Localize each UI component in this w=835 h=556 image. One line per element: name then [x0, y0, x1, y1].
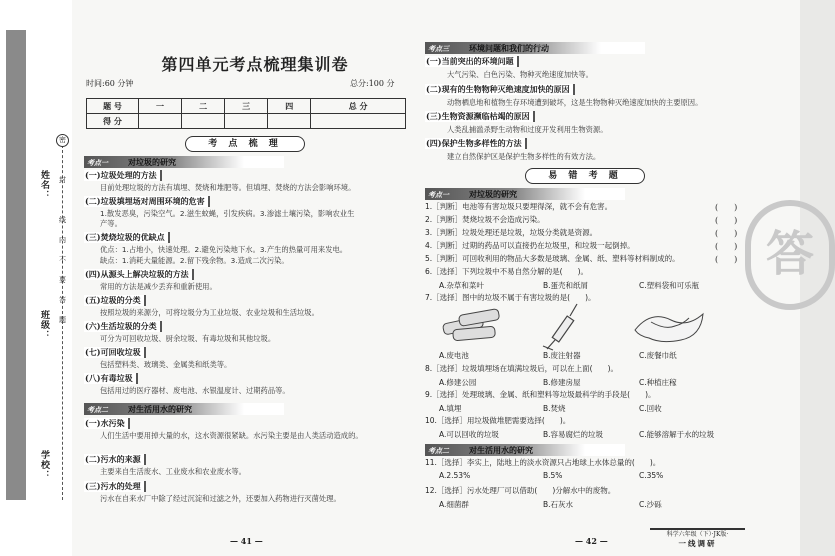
- section-tag: 考点三: [428, 44, 449, 53]
- class-field-label: 班级：: [39, 310, 49, 340]
- section-banner: 易 错 考 题: [525, 168, 645, 184]
- school-field-label: 学校：: [39, 450, 49, 480]
- question: 5.［判断］可回收利用的物品大多数是玻璃、金属、纸、塑料等材料制成的。: [425, 254, 680, 263]
- section-title: 环境问题和我们的行动: [469, 43, 549, 53]
- right-page: [425, 0, 745, 556]
- answer-paren[interactable]: ( ): [715, 255, 738, 264]
- page-title: 第四单元考点梳理集训卷: [161, 55, 349, 74]
- question: 12.［选择］污水处理厂可以借助( )分解水中的废物。: [425, 486, 616, 495]
- page-number: — 42 —: [575, 536, 608, 546]
- section-header: [425, 444, 625, 456]
- watermark-stamp: [745, 200, 835, 310]
- option[interactable]: A.细菌群: [439, 500, 469, 509]
- body-text: 缺点：1.消耗大量能源。2.留下残余物。3.造成二次污染。: [100, 256, 289, 265]
- subsection-heading: (七)可回收垃圾: [84, 347, 146, 358]
- section-header: [84, 156, 284, 168]
- section-tag: 考点二: [87, 405, 108, 414]
- score-cell[interactable]: [182, 114, 225, 129]
- body-text: 建立自然保护区是保护生物多样性的有效方法。: [447, 152, 601, 161]
- body-text: 可分为可回收垃圾、厨余垃圾、有毒垃圾和其他垃圾。: [100, 334, 276, 343]
- left-page: [80, 0, 410, 556]
- total-score: 总分:100 分: [350, 79, 395, 88]
- body-text: 动物栖息地和植物生存环境遭到破坏，这是生物物种灭绝速度加快的主要原因。: [447, 98, 703, 107]
- question: 10.［选择］用垃圾做堆肥需要选择( )。: [425, 416, 571, 425]
- body-text: 常用的方法是减少丢弃和重新使用。: [100, 282, 217, 291]
- body-text: 人们生活中要用掉大量的水，这水资源很紧缺。水污染主要是由人类活动造成的。: [100, 431, 363, 440]
- section-header: [425, 188, 625, 200]
- section-tag: 考点二: [428, 446, 449, 455]
- time-limit: 时间:60 分钟: [86, 79, 134, 88]
- section-banner: 考 点 梳 理: [185, 136, 305, 152]
- section-header: [425, 42, 645, 54]
- score-cell[interactable]: [268, 114, 311, 129]
- napkin-illustration: [631, 306, 711, 346]
- option[interactable]: A.修建公园: [439, 378, 477, 387]
- option[interactable]: A.2.53%: [439, 471, 471, 480]
- section-tag: 考点一: [428, 190, 449, 199]
- footer-subject: 科学六年级（下）·JK版·: [666, 531, 729, 538]
- body-text: 大气污染、白色污染、物种灭绝速度加快等。: [447, 70, 593, 79]
- option[interactable]: B.石灰水: [543, 500, 574, 509]
- seal-char: 内: [59, 236, 66, 244]
- subsection-heading: (三)污水的处理: [84, 481, 146, 492]
- footer-publisher: 一线调研: [678, 539, 717, 548]
- subsection-heading: (六)生活垃圾的分类: [84, 321, 162, 332]
- answer-paren[interactable]: ( ): [715, 203, 738, 212]
- section-title: 对垃圾的研究: [469, 189, 517, 199]
- seal-char: 答: [59, 296, 66, 304]
- seal-char: 题: [59, 316, 66, 324]
- page-number: — 41 —: [230, 536, 263, 546]
- option[interactable]: A.可以回收的垃圾: [439, 430, 499, 439]
- subsection-heading: (二)现有的生物物种灭绝速度加快的原因: [425, 84, 575, 95]
- subsection-heading: (五)垃圾的分类: [84, 295, 146, 306]
- subsection-heading: (四)保护生物多样性的方法: [425, 138, 527, 149]
- battery-illustration: [439, 306, 509, 342]
- syringe-illustration: [541, 300, 601, 350]
- body-text: 包括用过的医疗器材、废电池、水银温度计、过期药品等。: [100, 386, 290, 395]
- body-text: 1.散发恶臭，污染空气。2.滋生蚊蝇，引发疾病。3.渗滤土壤污染，影响农业生: [100, 209, 355, 218]
- question: 7.［选择］图中的垃圾不属于有害垃圾的是( )。: [425, 293, 596, 302]
- seal-char: 不: [59, 256, 66, 264]
- score-table: [86, 98, 406, 129]
- subsection-heading: (二)污水的来源: [84, 454, 146, 465]
- option[interactable]: B.容易腐烂的垃圾: [543, 430, 604, 439]
- subsection-heading: (二)垃圾填埋场对周围环境的危害: [84, 196, 210, 207]
- section-tag: 考点一: [87, 158, 108, 167]
- body-text: 包括塑料类、玻璃类、金属类和纸类等。: [100, 360, 232, 369]
- seal-char: 封: [59, 176, 66, 184]
- seal-char: 要: [59, 276, 66, 284]
- subsection-heading: (三)生物资源濒临枯竭的原因: [425, 111, 535, 122]
- seal-char: 密: [56, 134, 69, 147]
- score-header-cell: 二: [182, 99, 225, 114]
- option[interactable]: A.废电池: [439, 351, 469, 360]
- answer-paren[interactable]: ( ): [715, 216, 738, 225]
- body-text: 按照垃圾的来源分，可将垃圾分为工业垃圾、农业垃圾和生活垃圾。: [100, 308, 319, 317]
- score-header-cell: 四: [268, 99, 311, 114]
- score-header-cell: 题 号: [87, 99, 139, 114]
- subsection-heading: (四)从源头上解决垃圾的方法: [84, 269, 194, 280]
- footer-brand: [650, 528, 745, 550]
- answer-paren[interactable]: ( ): [715, 229, 738, 238]
- score-cell[interactable]: [139, 114, 182, 129]
- section-title: 对垃圾的研究: [128, 157, 176, 167]
- option[interactable]: B.废注射器: [543, 351, 581, 360]
- option[interactable]: C.塑料袋和可乐瓶: [639, 281, 700, 290]
- score-header-cell: 三: [225, 99, 268, 114]
- question: 11.［选择］李实上，陆地上的淡水资源只占地球上水体总量的( )。: [425, 458, 661, 467]
- subsection-heading: (三)焚烧垃圾的优缺点: [84, 232, 170, 243]
- name-field-label: 姓名：: [39, 170, 49, 200]
- option[interactable]: C.35%: [639, 471, 664, 480]
- subsection-heading: (一)当前突出的环境问题: [425, 56, 519, 67]
- body-text: 产等。: [100, 219, 122, 228]
- binding-margin: [0, 0, 72, 556]
- subsection-heading: (一)垃圾处理的方法: [84, 170, 162, 181]
- body-text: 目前处理垃圾的方法有填埋、焚烧和堆肥等。但填埋、焚烧的方法会影响环境。: [100, 183, 356, 192]
- question: 8.［选择］垃圾填埋场在填满垃圾后，可以在上面( )。: [425, 364, 619, 373]
- question: 4.［判断］过期的药品可以直接扔在垃圾里，和垃圾一起倒掉。: [425, 241, 635, 250]
- option[interactable]: B.5%: [543, 471, 563, 480]
- option[interactable]: B.修建房屋: [543, 378, 581, 387]
- answer-paren[interactable]: ( ): [715, 242, 738, 251]
- body-text: 污水在自来水厂中除了经过沉淀和过滤之外，还要加入药物进行灭菌处理。: [100, 494, 341, 503]
- question: 3.［判断］垃圾处理还是垃圾，垃圾分类就是资源。: [425, 228, 598, 237]
- subsection-heading: (八)有毒垃圾: [84, 373, 138, 384]
- score-header-cell: 一: [139, 99, 182, 114]
- body-text: 人类乱捕滥杀野生动物和过度开发利用生物资源。: [447, 125, 608, 134]
- option[interactable]: C.废餐巾纸: [639, 351, 677, 360]
- score-row-label: 得 分: [87, 114, 139, 129]
- question: 9.［选择］处理玻璃、金属、纸和塑料等垃圾最科学的手段是( )。: [425, 390, 656, 399]
- score-cell[interactable]: [225, 114, 268, 129]
- score-header-cell: 总 分: [311, 99, 406, 114]
- question: 1.［判断］电池等有害垃圾只要埋得深，就不会有危害。: [425, 202, 613, 211]
- binding-strip: [6, 30, 26, 500]
- section-title: 对生活用水的研究: [128, 404, 192, 414]
- option[interactable]: C.种植庄稼: [639, 378, 677, 387]
- section-header: [84, 403, 284, 415]
- option[interactable]: A.填埋: [439, 404, 462, 413]
- score-cell[interactable]: [311, 114, 406, 129]
- seal-char: 线: [59, 216, 66, 224]
- body-text: 优点：1.占地小，快速处理。2.避免污染地下水。3.产生的热量可用来发电。: [100, 245, 348, 254]
- question: 6.［选择］下列垃圾中不易自然分解的是( )。: [425, 267, 589, 276]
- question: 2.［判断］焚烧垃圾不会造成污染。: [425, 215, 545, 224]
- option[interactable]: B.焚烧: [543, 404, 566, 413]
- option[interactable]: A.杂草和菜叶: [439, 281, 484, 290]
- option[interactable]: B.蛋壳和纸屑: [543, 281, 589, 290]
- option[interactable]: C.能够溶解于水的垃圾: [639, 430, 715, 439]
- subsection-heading: (一)水污染: [84, 418, 130, 429]
- option[interactable]: C.沙砾: [639, 500, 662, 509]
- section-title: 对生活用水的研究: [469, 445, 533, 455]
- option[interactable]: C.回收: [639, 404, 662, 413]
- body-text: 主要来自生活废水、工业废水和农业废水等。: [100, 467, 246, 476]
- stamp-text: 答: [765, 226, 814, 282]
